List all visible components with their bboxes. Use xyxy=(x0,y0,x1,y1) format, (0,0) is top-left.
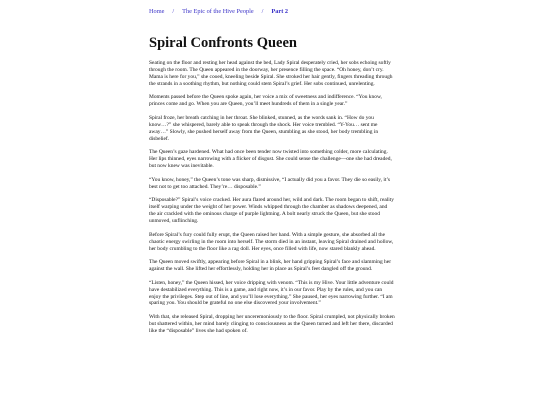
story-paragraph: “Listen, honey,” the Queen hissed, her voice dripping with venom. “This is my Hive. Your little adventure could have destabilized everything. This is a game, and right now, it’s in our favor. Play by the rules, and you can enjoy the privileges. Step out of line, and you’ll lose everything.” She paused, her eyes narrowing further. “I am sparing you. You should be grateful no one else discovered your involvement.” xyxy=(149,279,394,307)
breadcrumb-separator: / xyxy=(172,8,175,15)
breadcrumb-book-link[interactable]: The Epic of the Hive People xyxy=(182,8,254,15)
story-paragraph: Before Spiral’s fury could fully erupt, the Queen raised her hand. With a simple gesture, she absorbed all the chaotic energy swirling in the room into herself. The storm died in an instant, leaving Spiral drained and hollow, her body crumbling to the floor like a rag doll. Her eyes, once filled with life, now stared blankly ahead. xyxy=(149,231,394,252)
article-page xyxy=(149,0,395,341)
breadcrumb-separator: / xyxy=(261,8,264,15)
story-content xyxy=(149,60,395,335)
story-paragraph: “You know, honey,” the Queen’s tone was sharp, dismissive, “I actually did you a favor. They die so easily, it’s best not to get too attached. They’re… disposable.” xyxy=(149,176,390,190)
story-paragraph: With that, she released Spiral, dropping her unceremoniously to the floor. Spiral crumpled, not physically broken but shattered within, her mind barely clinging to consciousness as the Queen turned and left her there, discarded like the “disposable” lives she had spoken of. xyxy=(149,314,395,334)
story-paragraph: “Disposable?” Spiral’s voice cracked. Her aura flared around her, wild and dark. The room began to shift, reality itself warping under the weight of her power. Winds whipped through the chamber as shadows deepened, and the air crackled with the ominous charge of purple lightning. A bolt nearly struck the Queen, but she stood unmoved, unflinching. xyxy=(149,197,395,225)
story-paragraph: The Queen moved swiftly, appearing before Spiral in a blink, her hand gripping Spiral’s face and slamming her against the wall. She lifted her effortlessly, holding her in place as Spiral’s feet dangled off the ground. xyxy=(149,259,391,273)
story-paragraph: Spiral froze, her breath catching in her throat. She blinked, stunned, as the words sank in. “How do you know…?” she whispered, barely able to speak through the shock. Her voice trembled. “Y-You… sent me away…” Slowly, she pushed herself away from the Queen, stumbling as she stood, her body trembling in disbelief. xyxy=(149,114,379,142)
breadcrumb-home-link[interactable]: Home xyxy=(149,8,165,15)
breadcrumb-current: Part 2 xyxy=(271,8,289,15)
story-paragraph: Moments passed before the Queen spoke again, her voice a mix of sweetness and indifference. “You know, princes come and go. When you are Queen, you’ll meet hundreds of them in a single year.” xyxy=(149,94,382,108)
page-title: Spiral Confronts Queen xyxy=(149,35,297,51)
story-paragraph: Seating on the floor and resting her head against the bed, Lady Spiral desperately cried, her sobs echoing softly through the room. The Queen appeared in the doorway, her presence filling the space. “Oh honey, don’t cry. Mama is here for you,” she cooed, kneeling beside Spiral. She stroked her hair gently, fingers threading through the strands in a soothing rhythm, but nothing could stem Spiral’s grief. Her sobs continued, unrelenting. xyxy=(149,60,393,87)
breadcrumb xyxy=(149,7,395,17)
story-paragraph: The Queen’s gaze hardened. What had once been tender now twisted into something colder, more calculating. Her lips thinned, eyes narrowing with a flicker of disgust. She could sense the challenge—one she had dreaded, but now knew was inevitable. xyxy=(149,149,392,170)
